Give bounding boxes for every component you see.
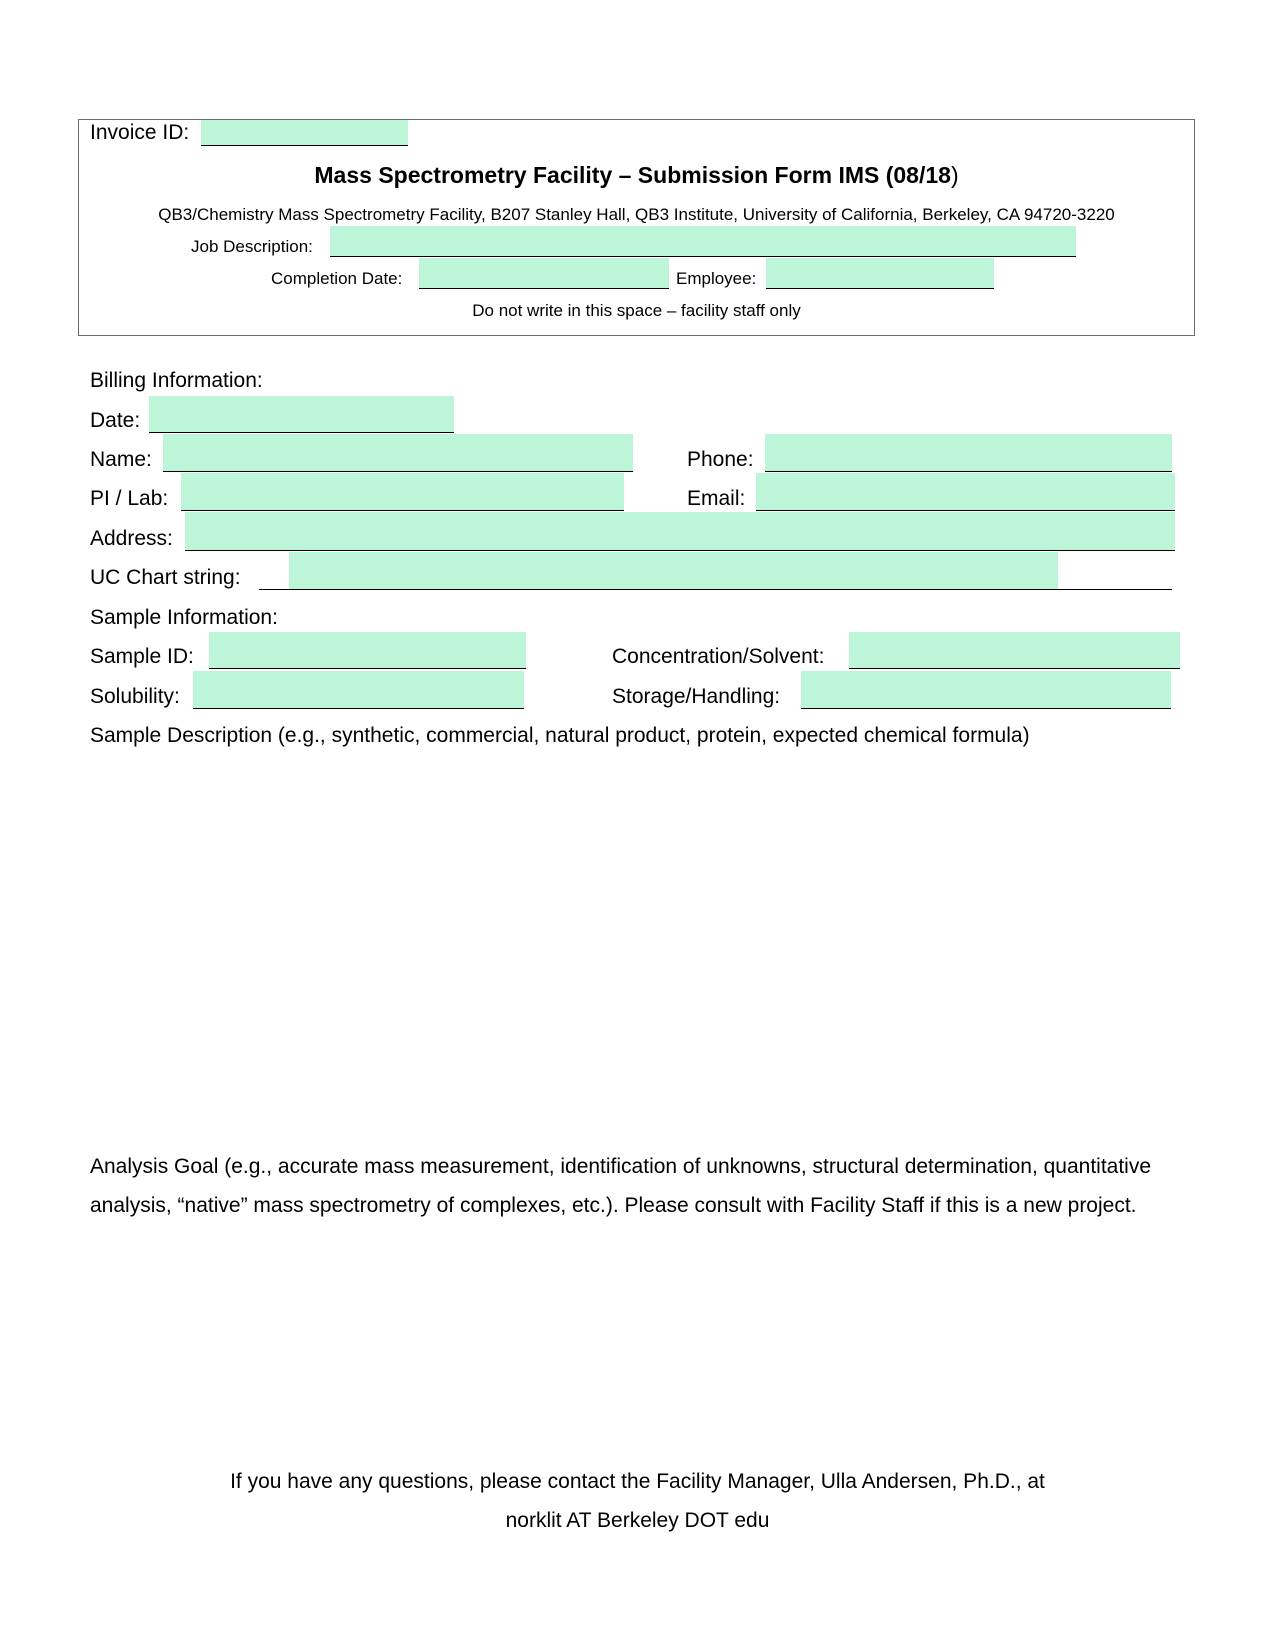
pi-lab-field[interactable] [181, 473, 624, 510]
job-description-underline [330, 256, 1076, 257]
pi-lab-underline [181, 510, 624, 511]
sample-id-field[interactable] [209, 632, 526, 668]
billing-heading: Billing Information: [90, 369, 263, 392]
uc-chart-label: UC Chart string: [90, 566, 241, 589]
phone-label: Phone: [687, 448, 754, 471]
invoice-id-field[interactable] [201, 120, 408, 145]
name-underline [163, 471, 633, 472]
sample-description-label: Sample Description (e.g., synthetic, commercial, natural product, protein, expected chemical formula) [90, 724, 1030, 747]
sample-id-underline [209, 668, 526, 669]
storage-field[interactable] [801, 671, 1171, 708]
job-description-field[interactable] [330, 226, 1076, 256]
invoice-id-underline [201, 145, 408, 146]
name-label: Name: [90, 448, 152, 471]
storage-label: Storage/Handling: [612, 685, 781, 708]
completion-date-label: Completion Date: [271, 269, 403, 288]
invoice-id-label: Invoice ID: [90, 121, 190, 144]
footer-contact-line: If you have any questions, please contact the Facility Manager, Ulla Andersen, Ph.D., at [230, 1470, 1045, 1493]
address-field[interactable] [185, 512, 1175, 550]
sample-id-label: Sample ID: [90, 645, 194, 668]
employee-underline [766, 288, 994, 289]
facility-address: QB3/Chemistry Mass Spectrometry Facility, B207 Stanley Hall, QB3 Institute, University of California, Berkeley, CA 94720-3220 [158, 205, 1115, 224]
email-label: Email: [687, 487, 746, 510]
completion-date-field[interactable] [419, 258, 669, 288]
address-label: Address: [90, 527, 173, 550]
concentration-underline [849, 668, 1180, 669]
solubility-underline [193, 708, 524, 709]
staff-only-note: Do not write in this space – facility staff only [472, 301, 801, 320]
address-underline [185, 550, 1175, 551]
uc-chart-underline [259, 589, 1172, 590]
uc-chart-field[interactable] [289, 552, 1058, 589]
pi-lab-label: PI / Lab: [90, 487, 169, 510]
footer-email-line: norklit AT Berkeley DOT edu [505, 1509, 770, 1532]
analysis-goal-text: Analysis Goal (e.g., accurate mass measurement, identification of unknowns, structural determination, quantitative analysis, “native” mass spectrometry of complexes, etc.). Please consult with Facility Staff if this is a new project. [90, 1155, 1152, 1217]
concentration-label: Concentration/Solvent: [612, 645, 825, 668]
job-description-label: Job Description: [191, 237, 313, 256]
employee-label: Employee: [676, 269, 757, 288]
sample-heading: Sample Information: [90, 606, 278, 629]
solubility-label: Solubility: [90, 685, 180, 708]
phone-underline [765, 471, 1172, 472]
employee-field[interactable] [766, 258, 994, 288]
email-field[interactable] [756, 473, 1175, 510]
completion-date-underline [419, 288, 669, 289]
concentration-field[interactable] [849, 632, 1180, 668]
phone-field[interactable] [765, 434, 1172, 471]
solubility-field[interactable] [193, 671, 524, 708]
storage-underline [801, 708, 1171, 709]
form-title: Mass Spectrometry Facility – Submission Form IMS (08/18) [314, 162, 959, 188]
name-field[interactable] [163, 434, 633, 471]
email-underline [756, 510, 1175, 511]
date-label: Date: [90, 409, 141, 432]
date-underline [149, 432, 454, 433]
date-field[interactable] [149, 396, 454, 432]
